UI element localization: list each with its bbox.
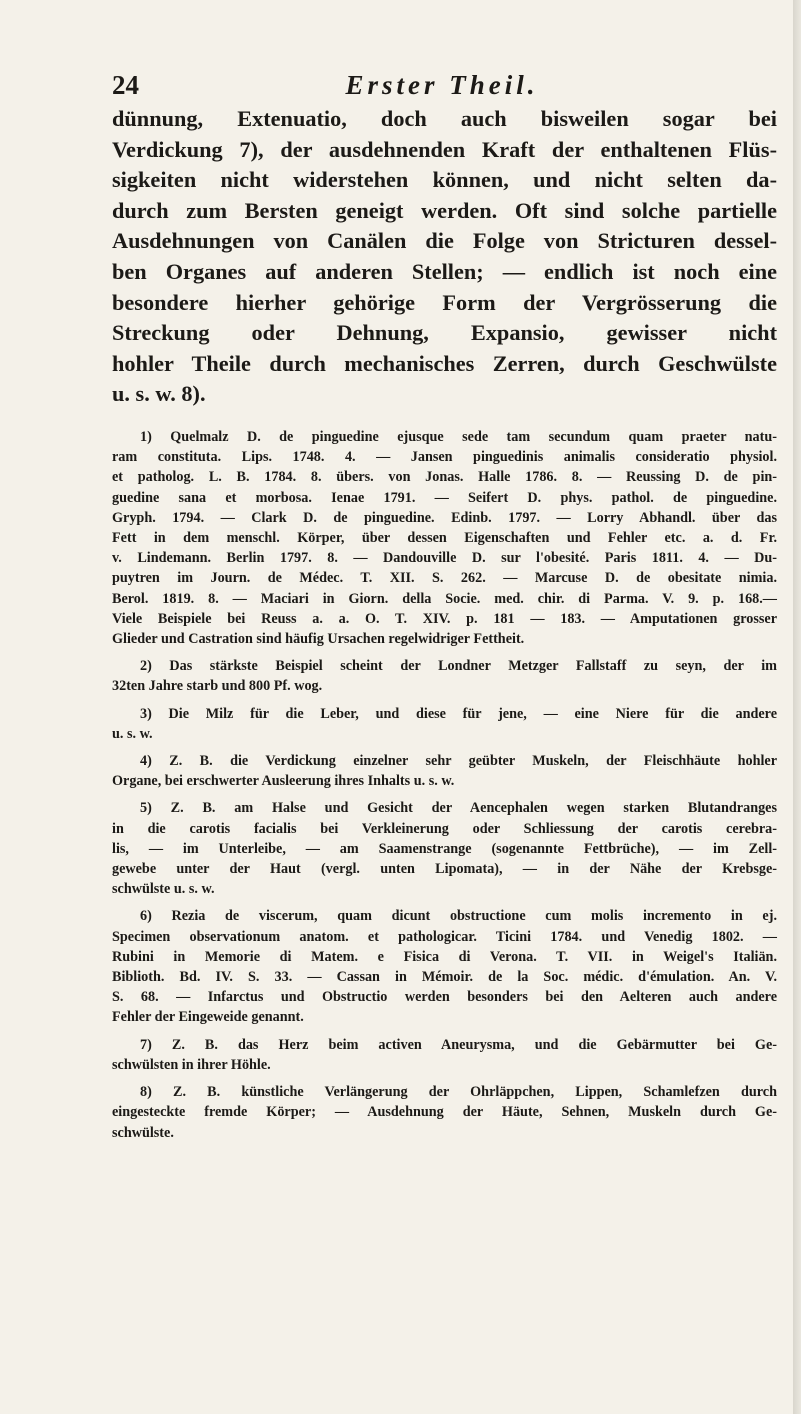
footnote-line: Specimen observationum anatom. et pathologicar. Ticini 1784. und Venedig 1802. — bbox=[112, 928, 777, 945]
footnotes bbox=[112, 427, 777, 1150]
footnote-line: Fett in dem menschl. Körper, über dessen Eigenschaften und Fehler etc. a. d. Fr. bbox=[112, 530, 777, 547]
footnote-line: 1) Quelmalz D. de pinguedine ejusque sede tam secundum quam praeter natu- bbox=[140, 429, 777, 445]
footnote-line: puytren im Journ. de Médec. T. XII. S. 262. — Marcuse D. de obesitate nimia. bbox=[112, 570, 777, 587]
footnote-line: 4) Z. B. die Verdickung einzelner sehr geübter Muskeln, der Fleischhäute hohler bbox=[140, 753, 777, 770]
footnote-line: lis, — im Unterleibe, — am Saamenstrange (sogenannte Fettbrüche), — im Zell- bbox=[112, 840, 777, 857]
footnote-line: Glieder und Castration sind häufig Ursachen regelwidriger Fettheit. bbox=[112, 631, 525, 648]
footnote-3 bbox=[112, 704, 777, 744]
footnote-5 bbox=[112, 798, 777, 899]
footnote-line: Rubini in Memorie di Matem. e Fisica di Verona. T. VII. in Weigel's Italiän. bbox=[112, 948, 777, 965]
footnote-line: schwülste u. s. w. bbox=[112, 881, 215, 898]
text-line: u. s. w. 8). bbox=[112, 381, 206, 407]
footnote-7 bbox=[112, 1035, 777, 1075]
footnote-line: guedine sana et morbosa. Ienae 1791. — Seifert D. phys. pathol. de pinguedine. bbox=[112, 489, 777, 506]
footnote-8 bbox=[112, 1082, 777, 1143]
footnote-line: 3) Die Milz für die Leber, und diese für jene, — eine Niere für die andere bbox=[140, 705, 777, 722]
page-number: 24 bbox=[112, 70, 139, 100]
text-line: dünnung, Extenuatio, doch auch bisweilen sogar bei bbox=[112, 106, 777, 131]
text-line: hohler Theile durch mechanisches Zerren, durch Geschwülste bbox=[112, 350, 777, 376]
footnote-line: schwülste. bbox=[112, 1124, 174, 1141]
text-line: durch zum Bersten geneigt werden. Oft sind solche partielle bbox=[112, 197, 777, 223]
footnote-line: Berol. 1819. 8. — Maciari in Giorn. della Socie. med. chir. di Parma. V. 9. p. 168.— bbox=[112, 590, 777, 607]
footnote-line: eingesteckte fremde Körper; — Ausdehnung der Häute, Sehnen, Muskeln durch Ge- bbox=[112, 1104, 777, 1121]
text-line: Streckung oder Dehnung, Expansio, gewisser nicht bbox=[112, 320, 777, 346]
footnote-6 bbox=[112, 906, 777, 1027]
footnote-4 bbox=[112, 751, 777, 791]
footnote-line: 8) Z. B. künstliche Verlängerung der Ohrläppchen, Lippen, Schamlefzen durch bbox=[140, 1084, 777, 1101]
footnote-line: 6) Rezia de viscerum, quam dicunt obstructione cum molis incremento in ej. bbox=[140, 908, 777, 925]
main-paragraph bbox=[112, 104, 777, 410]
footnote-line: S. 68. — Infarctus und Obstructio werden besonders bei den Aelteren auch andere bbox=[112, 989, 777, 1006]
footnote-line: Biblioth. Bd. IV. S. 33. — Cassan in Mémoir. de la Soc. médic. d'émulation. An. V. bbox=[112, 969, 777, 986]
footnote-line: ram constituta. Lips. 1748. 4. — Jansen pinguedinis animalis consideratio physiol. bbox=[112, 449, 777, 466]
footnote-line: v. Lindemann. Berlin 1797. 8. — Dandouville D. sur l'obesité. Paris 1811. 4. — Du- bbox=[112, 550, 777, 567]
footnote-line: 2) Das stärkste Beispiel scheint der Londner Metzger Fallstaff zu seyn, der im bbox=[140, 658, 777, 675]
footnote-line: 5) Z. B. am Halse und Gesicht der Aencephalen wegen starken Blutandranges bbox=[140, 800, 777, 817]
footnote-line: in die carotis facialis bei Verkleinerung oder Schliessung der carotis cerebra- bbox=[112, 820, 777, 837]
page-edge bbox=[793, 0, 801, 1414]
text-line: Verdickung 7), der ausdehnenden Kraft der enthaltenen Flüs- bbox=[112, 136, 777, 162]
footnote-2 bbox=[112, 656, 777, 696]
footnote-line: Gryph. 1794. — Clark D. de pinguedine. Edinb. 1797. — Lorry Abhandl. über das bbox=[112, 509, 777, 526]
footnote-line: Organe, bei erschwerter Ausleerung ihres Inhalts u. s. w. bbox=[112, 773, 455, 790]
footnote-line: gewebe unter der Haut (vergl. unten Lipomata), — in der Nähe der Krebsge- bbox=[112, 861, 777, 878]
footnote-line: 7) Z. B. das Herz beim activen Aneurysma, und die Gebärmutter bei Ge- bbox=[140, 1036, 777, 1053]
text-line: besondere hierher gehörige Form der Vergrösserung die bbox=[112, 289, 777, 315]
text-line: ben Organes auf anderen Stellen; — endlich ist noch eine bbox=[112, 258, 777, 284]
footnote-1 bbox=[112, 427, 777, 649]
footnote-line: et patholog. L. B. 1784. 8. übers. von Jonas. Halle 1786. 8. — Reussing D. de pin- bbox=[112, 469, 777, 486]
footnote-line: Viele Beispiele bei Reuss a. a. O. T. XIV. p. 181 — 183. — Amputationen grosser bbox=[112, 610, 777, 627]
footnote-line: schwülsten in ihrer Höhle. bbox=[112, 1056, 271, 1073]
footnote-line: 32ten Jahre starb und 800 Pf. wog. bbox=[112, 678, 323, 695]
running-title: Erster Theil. bbox=[345, 70, 539, 100]
text-line: sigkeiten nicht widerstehen können, und nicht selten da- bbox=[112, 167, 777, 193]
text-line: Ausdehnungen von Canälen die Folge von Stricturen dessel- bbox=[112, 228, 777, 254]
footnote-line: u. s. w. bbox=[112, 725, 153, 742]
footnote-line: Fehler der Eingeweide genannt. bbox=[112, 1009, 304, 1026]
